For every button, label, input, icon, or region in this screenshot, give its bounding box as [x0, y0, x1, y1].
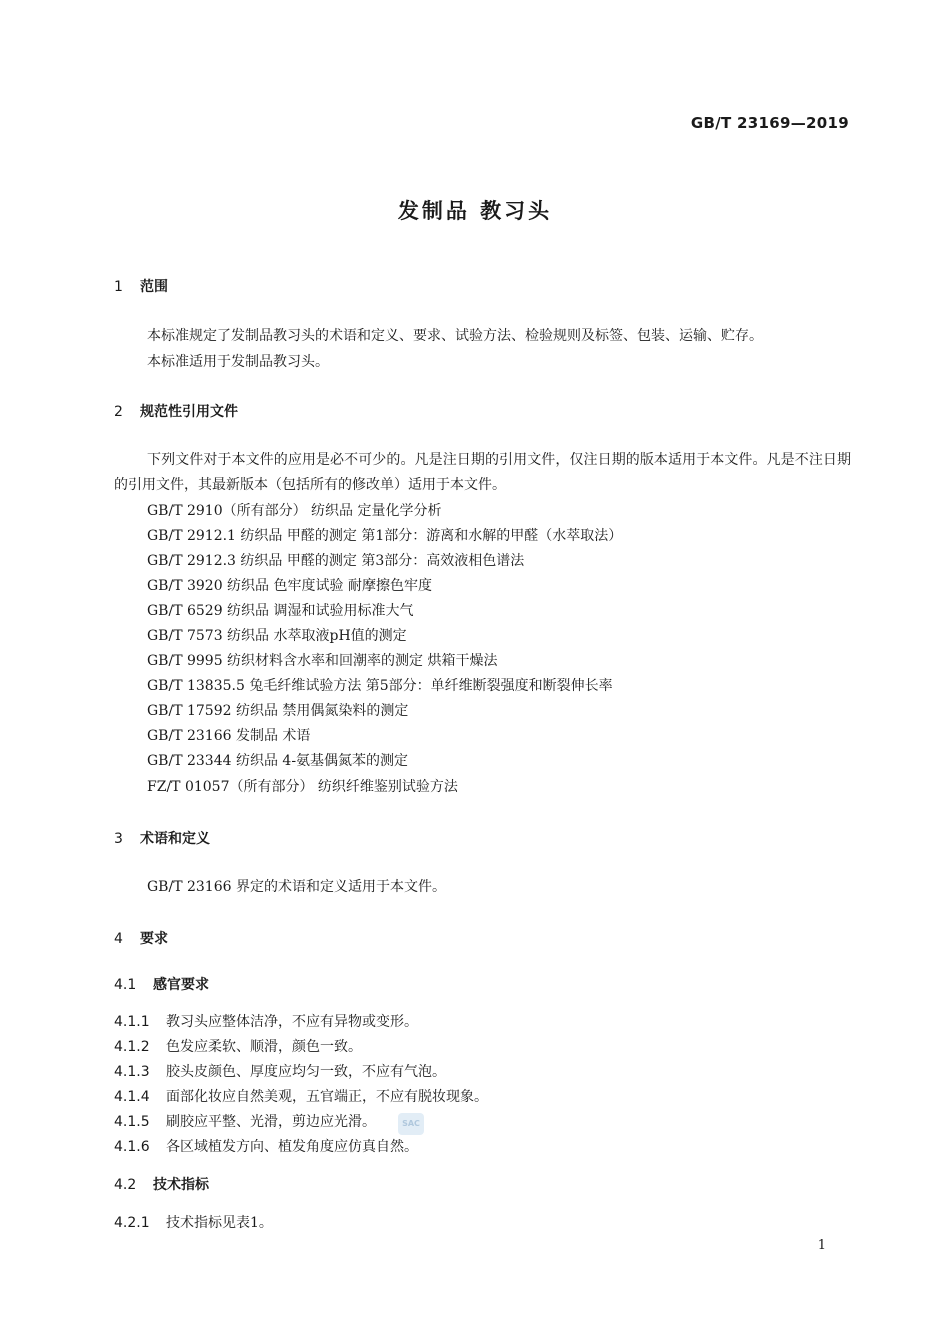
- reference-item: GB/T 13835.5 兔毛纤维试验方法 第5部分：单纤维断裂强度和断裂伸长率: [147, 678, 613, 694]
- subsection-number: 4.1: [114, 977, 137, 993]
- section-title: 术语和定义: [140, 831, 210, 847]
- clause-text: 技术指标见表1。: [166, 1215, 273, 1231]
- section-title: 范围: [140, 279, 168, 295]
- clause-item: [114, 1011, 418, 1031]
- reference-item: GB/T 6529 纺织品 调湿和试验用标准大气: [147, 603, 414, 619]
- reference-item: GB/T 2912.1 纺织品 甲醛的测定 第1部分：游离和水解的甲醛（水萃取法）: [147, 528, 623, 544]
- paragraph: GB/T 23166 界定的术语和定义适用于本文件。: [147, 879, 446, 895]
- reference-item: GB/T 9995 纺织材料含水率和回潮率的测定 烘箱干燥法: [147, 653, 498, 669]
- section-number: 4: [114, 931, 123, 947]
- clause-item: [114, 1136, 418, 1156]
- reference-item: GB/T 23166 发制品 术语: [147, 728, 311, 744]
- reference-item: GB/T 17592 纺织品 禁用偶氮染料的测定: [147, 703, 409, 719]
- clause-number: 4.1.6: [114, 1139, 150, 1155]
- document-title: 发制品 教习头: [397, 199, 553, 223]
- clause-item: [114, 1061, 446, 1081]
- section-number: 2: [114, 404, 123, 420]
- clause-number: 4.2.1: [114, 1215, 150, 1231]
- section-3-heading: [114, 828, 210, 848]
- clause-item: [114, 1036, 362, 1056]
- clause-item: [114, 1212, 273, 1232]
- subsection-number: 4.2: [114, 1177, 137, 1193]
- section-title: 规范性引用文件: [140, 404, 238, 420]
- paragraph: 下列文件对于本文件的应用是必不可少的。凡是注日期的引用文件，仅注日期的版本适用于本文件。凡是不注日期的引用文件，其最新版本（包括所有的修改单）适用于本文件。: [114, 452, 851, 493]
- subsection-title: 感官要求: [153, 977, 209, 993]
- clause-text: 教习头应整体洁净，不应有异物或变形。: [166, 1014, 418, 1030]
- clause-number: 4.1.5: [114, 1114, 150, 1130]
- reference-item: GB/T 2912.3 纺织品 甲醛的测定 第3部分：高效液相色谱法: [147, 553, 525, 569]
- paragraph: 本标准规定了发制品教习头的术语和定义、要求、试验方法、检验规则及标签、包装、运输、贮存。: [147, 328, 763, 344]
- watermark-stamp: SAC: [398, 1113, 424, 1135]
- section-2-heading: [114, 401, 238, 421]
- reference-item: FZ/T 01057（所有部分） 纺织纤维鉴别试验方法: [147, 779, 458, 795]
- clause-text: 面部化妆应自然美观，五官端正，不应有脱妆现象。: [166, 1089, 488, 1105]
- section-title: 要求: [140, 931, 168, 947]
- reference-item: GB/T 23344 纺织品 4-氨基偶氮苯的测定: [147, 753, 409, 769]
- page-number: 1: [817, 1238, 826, 1253]
- clause-text: 各区域植发方向、植发角度应仿真自然。: [166, 1139, 418, 1155]
- reference-item: GB/T 3920 纺织品 色牢度试验 耐摩擦色牢度: [147, 578, 432, 594]
- section-number: 3: [114, 831, 123, 847]
- clause-number: 4.1.1: [114, 1014, 150, 1030]
- clause-item: [114, 1086, 488, 1106]
- subsection-4-2-heading: [114, 1174, 209, 1194]
- clause-item: [114, 1111, 376, 1131]
- paragraph: 本标准适用于发制品教习头。: [147, 354, 329, 370]
- section-4-heading: [114, 928, 168, 948]
- clause-text: 色发应柔软、顺滑，颜色一致。: [166, 1039, 362, 1055]
- subsection-4-1-heading: [114, 974, 209, 994]
- subsection-title: 技术指标: [153, 1177, 209, 1193]
- section-number: 1: [114, 279, 123, 295]
- standard-number: GB/T 23169—2019: [690, 114, 849, 132]
- reference-item: GB/T 2910（所有部分） 纺织品 定量化学分析: [147, 503, 442, 519]
- clause-text: 胶头皮颜色、厚度应均匀一致，不应有气泡。: [166, 1064, 446, 1080]
- clause-number: 4.1.3: [114, 1064, 150, 1080]
- reference-item: GB/T 7573 纺织品 水萃取液pH值的测定: [147, 628, 407, 644]
- clause-text: 刷胶应平整、光滑，剪边应光滑。: [166, 1114, 376, 1130]
- clause-number: 4.1.2: [114, 1039, 150, 1055]
- section-1-heading: [114, 276, 168, 296]
- clause-number: 4.1.4: [114, 1089, 150, 1105]
